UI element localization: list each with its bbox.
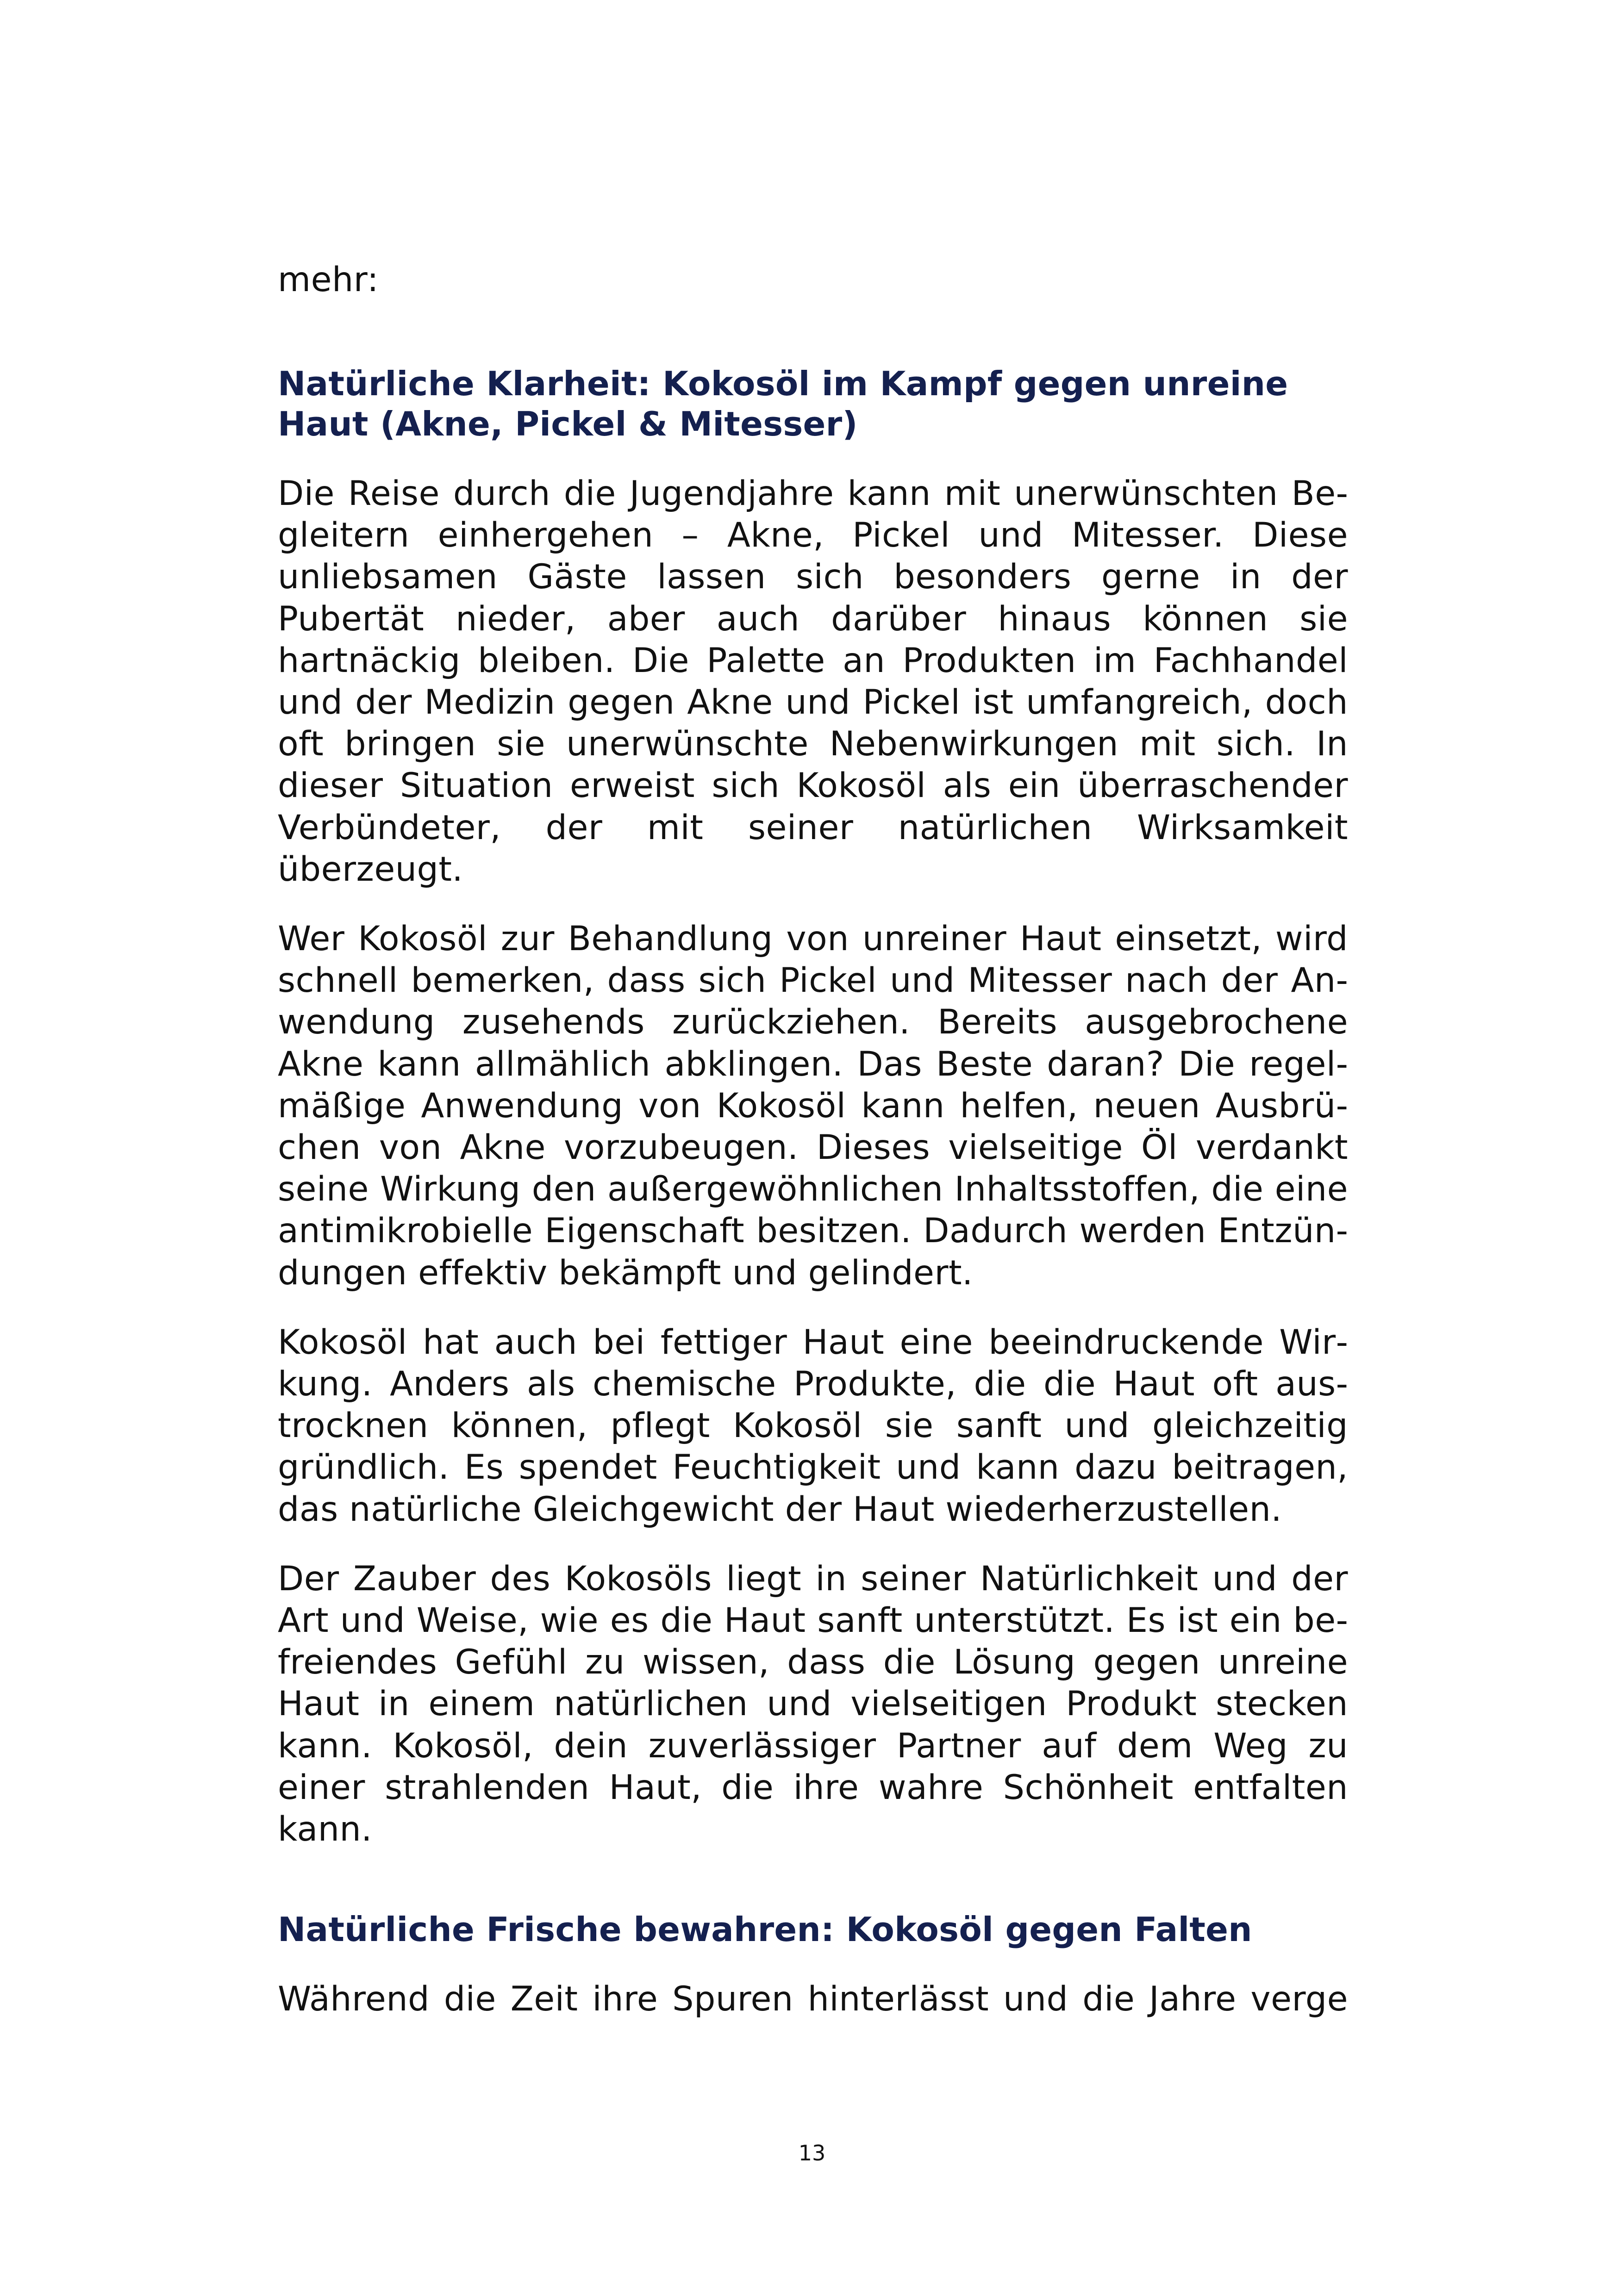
paragraph: Der Zauber des Kokosöls liegt in seiner Natürlichkeit und der Art und Weise, wie es die Haut sanft unterstützt. Es ist ein befreiendes Gefühl zu wissen, dass die Lösung gegen unreine Haut in einem natürlichen und vielseitigen Produkt stecken kann. Kokosöl, dein zuverlässiger Partner auf dem Weg zu einer strahlenden Haut, die ihre wahre Schönheit entfalten kann.	[278, 1559, 1348, 1849]
lead-text: mehr:	[278, 260, 379, 299]
section-heading-acne: Natürliche Klarheit: Kokosöl im Kampf gegen unreine Haut (Akne, Pickel & Mitesser)	[278, 364, 1288, 443]
page-number: 13	[798, 2140, 826, 2165]
page-content	[278, 259, 1348, 2048]
paragraph: Während die Zeit ihre Spuren hinterlässt und die Jahre verge	[278, 1979, 1348, 2019]
paragraph: Kokosöl hat auch bei fettiger Haut eine beeindruckende Wirkung. Anders als chemische Produkte, die die Haut oft austrocknen können, pflegt Kokosöl sie sanft und gleichzeitig gründlich. Es spendet Feuchtigkeit und kann dazu beitragen, das natürliche Gleichgewicht der Haut wiederherzustellen.	[278, 1322, 1348, 1529]
section-heading-wrinkles: Natürliche Frische bewahren: Kokosöl gegen Falten	[278, 1910, 1252, 1949]
paragraph: Die Reise durch die Jugendjahre kann mit unerwünschten Begleitern einhergehen – Akne, Pickel und Mitesser. Diese unliebsamen Gäste lassen sich besonders gerne in der Pubertät nieder, aber auch darüber hinaus können sie hartnäckig bleiben. Die Palette an Produkten im Fachhandel und der Medizin gegen Akne und Pickel ist umfangreich, doch oft bringen sie unerwünschte Nebenwirkungen mit sich. In dieser Situation erweist sich Kokosöl als ein überraschender Verbündeter, der mit seiner natürlichen Wirksamkeit überzeugt.	[278, 474, 1348, 889]
paragraph: Wer Kokosöl zur Behandlung von unreiner Haut einsetzt, wird schnell bemerken, dass sich Pickel und Mitesser nach der Anwendung zusehends zurückziehen. Bereits ausgebrochene Akne kann allmählich abklingen. Das Beste daran? Die regelmäßige Anwendung von Kokosöl kann helfen, neuen Ausbrüchen von Akne vorzubeugen. Dieses vielseitige Öl verdankt seine Wirkung den außergewöhnlichen Inhaltsstoffen, die eine antimikrobielle Eigenschaft besitzen. Dadurch werden Entzündungen effektiv bekämpft und gelindert.	[278, 919, 1348, 1293]
